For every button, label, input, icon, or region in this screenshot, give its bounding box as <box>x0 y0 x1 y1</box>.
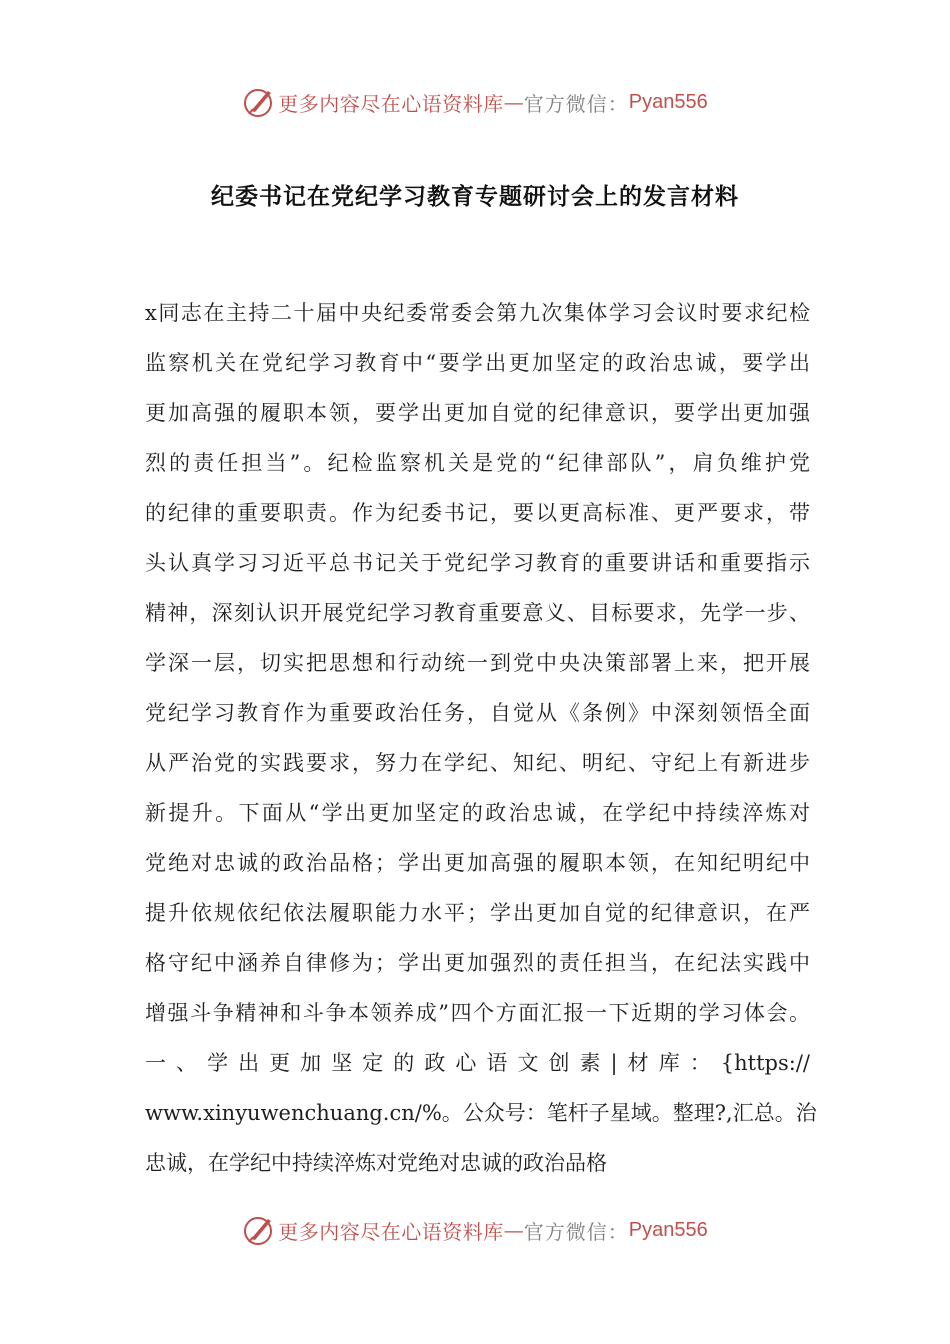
body-line: 烈的责任担当”。纪检监察机关是党的“纪律部队”，肩负维护党 <box>145 451 810 475</box>
body-line: 从严治党的实践要求，努力在学纪、知纪、明纪、守纪上有新进步 <box>145 751 810 775</box>
banner-dash: — <box>503 90 524 114</box>
document-body <box>145 288 817 1188</box>
body-line: x同志在主持二十届中央纪委常委会第九次集体学习会议时要求纪检 <box>145 301 810 325</box>
body-line: 党绝对忠诚的政治品格；学出更加高强的履职本领，在知纪明纪中 <box>145 851 810 875</box>
body-line: 更加高强的履职本领，要学出更加自觉的纪律意识，要学出更加强 <box>145 401 810 425</box>
body-line: 监察机关在党纪学习教育中“要学出更加坚定的政治忠诚，要学出 <box>145 351 810 375</box>
banner-main-text: 更多内容尽在心语资料库 <box>278 1219 504 1244</box>
banner-wechat-id: Pyan556 <box>628 90 708 113</box>
footer-watermark-banner <box>0 1210 950 1250</box>
body-line: 一、学出更加坚定的政心语文创素|材库：{https:// <box>145 1051 810 1075</box>
banner-label: 官方微信： <box>523 1219 629 1244</box>
banner-dash: — <box>503 1218 524 1242</box>
body-line: 增强斗争精神和斗争本领养成”四个方面汇报一下近期的学习体会。 <box>145 1001 810 1025</box>
body-line: 精神，深刻认识开展党纪学习教育重要意义、目标要求，先学一步、 <box>145 601 810 625</box>
body-line: 忠诚，在学纪中持续淬炼对党绝对忠诚的政治品格 <box>145 1151 607 1175</box>
body-line: 党纪学习教育作为重要政治任务，自觉从《条例》中深刻领悟全面 <box>145 701 810 725</box>
body-line: 新提升。下面从“学出更加坚定的政治忠诚，在学纪中持续淬炼对 <box>145 801 810 825</box>
banner-wechat-id: Pyan556 <box>628 1218 708 1241</box>
quill-logo-icon <box>242 1213 276 1247</box>
body-line: www.xinyuwenchuang.cn/%。公众号：笔杆子星域。整理?,汇总。治 <box>145 1101 817 1125</box>
body-line: 提升依规依纪依法履职能力水平；学出更加自觉的纪律意识，在严 <box>145 901 810 925</box>
quill-logo-icon <box>242 85 276 119</box>
document-title: 纪委书记在党纪学习教育专题研讨会上的发言材料 <box>211 184 739 210</box>
body-line: 学深一层，切实把思想和行动统一到党中央决策部署上来，把开展 <box>145 651 810 675</box>
banner-main-text: 更多内容尽在心语资料库 <box>278 91 504 116</box>
body-line: 的纪律的重要职责。作为纪委书记，要以更高标准、更严要求，带 <box>145 501 810 525</box>
body-line: 头认真学习习近平总书记关于党纪学习教育的重要讲话和重要指示 <box>145 551 810 575</box>
header-watermark-banner <box>0 82 950 122</box>
banner-label: 官方微信： <box>523 91 629 116</box>
body-line: 格守纪中涵养自律修为；学出更加强烈的责任担当，在纪法实践中 <box>145 951 810 975</box>
